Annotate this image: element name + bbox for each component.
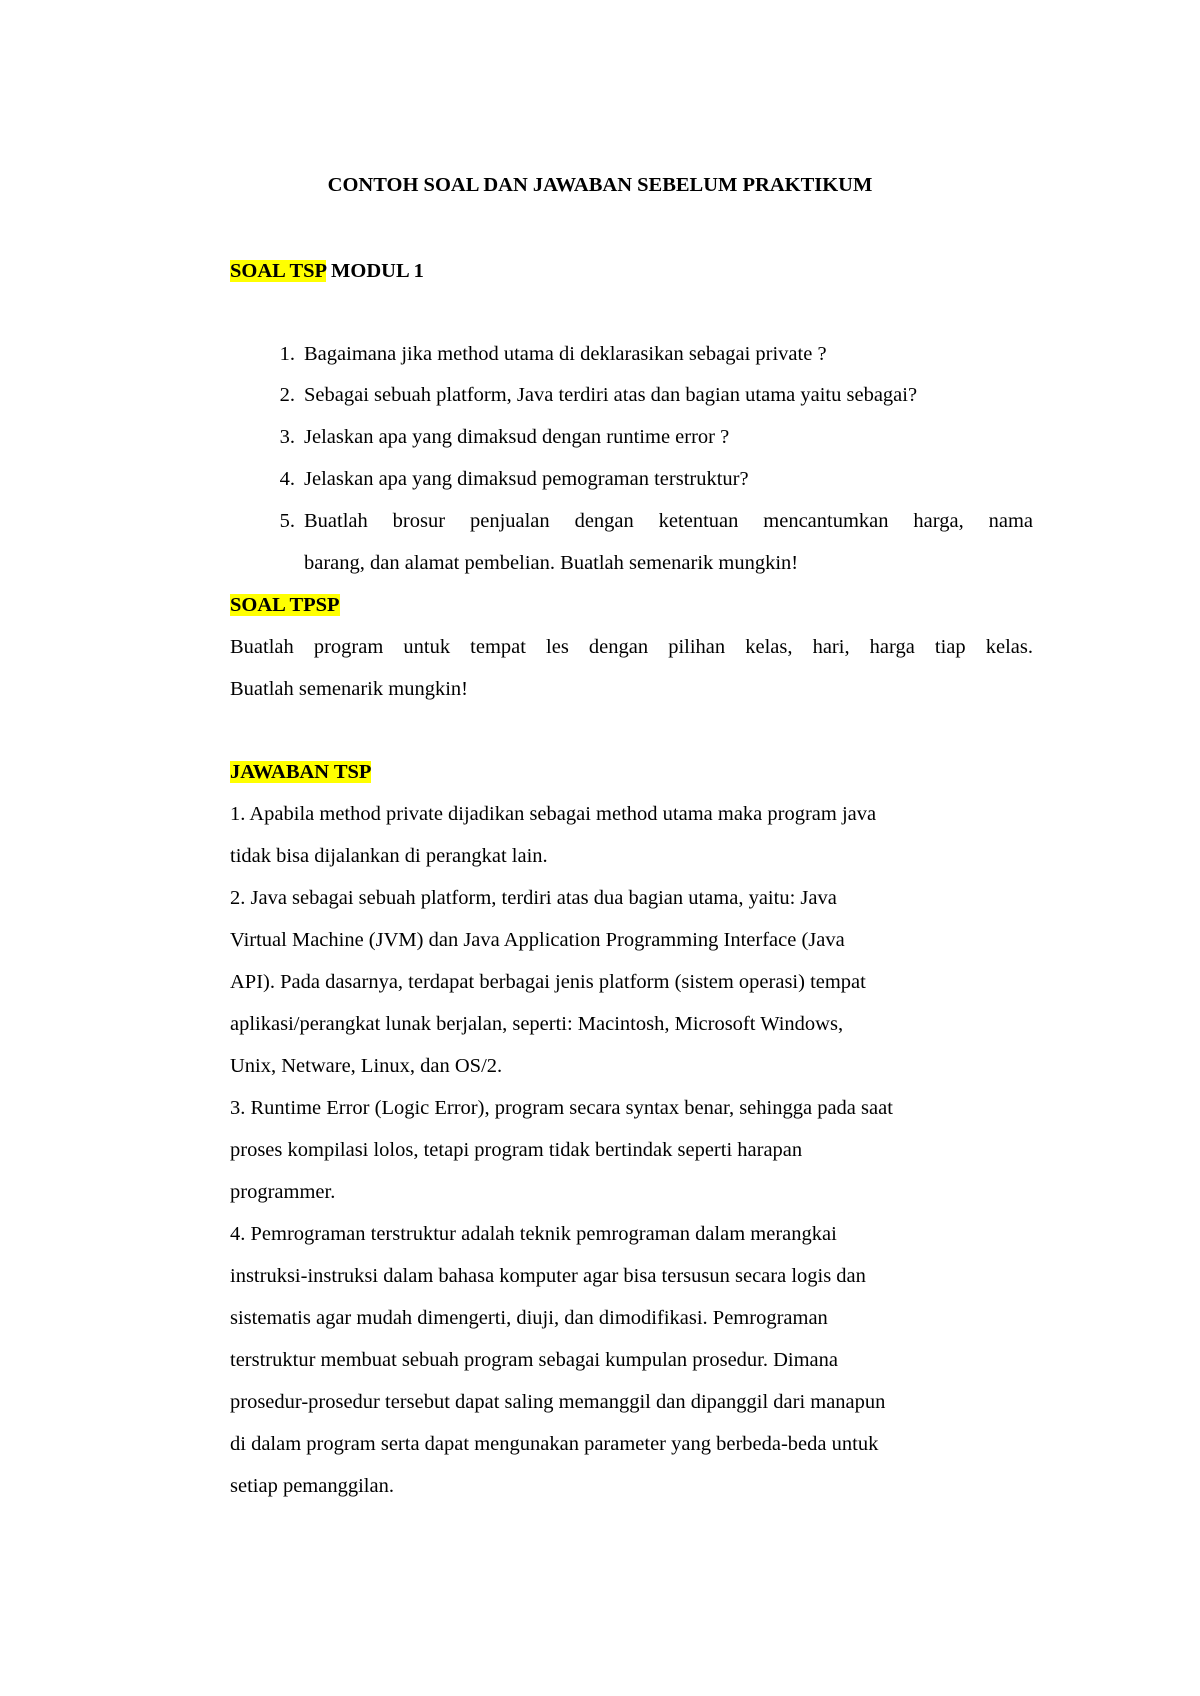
answer-line: programmer.: [230, 1181, 336, 1203]
answer-line: proses kompilasi lolos, tetapi program tidak bertindak seperti harapan: [230, 1139, 803, 1161]
jawaban-tsp-heading: [230, 758, 371, 786]
answer-line: 3. Runtime Error (Logic Error), program secara syntax benar, sehingga pada saat: [230, 1097, 893, 1119]
soal-tsp-highlight: SOAL TSP: [230, 260, 326, 282]
question-number: 1.: [279, 343, 295, 365]
answer-line: Unix, Netware, Linux, dan OS/2.: [230, 1055, 503, 1077]
answer-line: 1. Apabila method private dijadikan sebagai method utama maka program java: [230, 803, 877, 825]
answer-line: sistematis agar mudah dimengerti, diuji, dan dimodifikasi. Pemrograman: [230, 1307, 828, 1329]
answer-line: aplikasi/perangkat lunak berjalan, seperti: Macintosh, Microsoft Windows,: [230, 1013, 844, 1035]
answer-line: tidak bisa dijalankan di perangkat lain.: [230, 845, 548, 867]
question-text: Jelaskan apa yang dimaksud pemograman terstruktur?: [304, 468, 749, 490]
jawaban-tsp-highlight: JAWABAN TSP: [230, 761, 372, 783]
answer-line: terstruktur membuat sebuah program sebagai kumpulan prosedur. Dimana: [230, 1349, 839, 1371]
question-number: 2.: [279, 384, 295, 406]
question-text: Buatlah brosur penjualan dengan ketentuan mencantumkan harga, nama: [304, 510, 1033, 532]
question-number: 5.: [279, 510, 295, 532]
answer-line: instruksi-instruksi dalam bahasa komputer agar bisa tersusun secara logis dan: [230, 1265, 866, 1287]
question-text: Jelaskan apa yang dimaksud dengan runtime error ?: [304, 426, 730, 448]
question-number: 3.: [279, 426, 295, 448]
answer-line: 4. Pemrograman terstruktur adalah teknik pemrograman dalam merangkai: [230, 1223, 837, 1245]
soal-tsp-heading: [230, 257, 424, 285]
soal-tpsp-highlight: SOAL TPSP: [230, 594, 340, 616]
question-text: Sebagai sebuah platform, Java terdiri atas dan bagian utama yaitu sebagai?: [304, 384, 918, 406]
answer-line: API). Pada dasarnya, terdapat berbagai jenis platform (sistem operasi) tempat: [230, 971, 866, 993]
answer-line: prosedur-prosedur tersebut dapat saling memanggil dan dipanggil dari manapun: [230, 1391, 886, 1413]
question-number: 4.: [279, 468, 295, 490]
answer-line: Virtual Machine (JVM) dan Java Application Programming Interface (Java: [230, 929, 845, 951]
question-text-continued: barang, dan alamat pembelian. Buatlah semenarik mungkin!: [304, 552, 799, 574]
answer-line: 2. Java sebagai sebuah platform, terdiri atas dua bagian utama, yaitu: Java: [230, 887, 837, 909]
soal-tpsp-heading: [230, 591, 340, 619]
document-title: CONTOH SOAL DAN JAWABAN SEBELUM PRAKTIKUM: [327, 174, 873, 196]
question-text: Bagaimana jika method utama di deklarasikan sebagai private ?: [304, 343, 827, 365]
soal-tsp-heading-rest: MODUL 1: [325, 260, 424, 282]
answer-line: di dalam program serta dapat mengunakan parameter yang berbeda-beda untuk: [230, 1433, 879, 1455]
soal-tpsp-text-continued: Buatlah semenarik mungkin!: [230, 678, 468, 700]
soal-tpsp-text: Buatlah program untuk tempat les dengan pilihan kelas, hari, harga tiap kelas.: [230, 636, 1033, 658]
answer-line: setiap pemanggilan.: [230, 1475, 394, 1497]
